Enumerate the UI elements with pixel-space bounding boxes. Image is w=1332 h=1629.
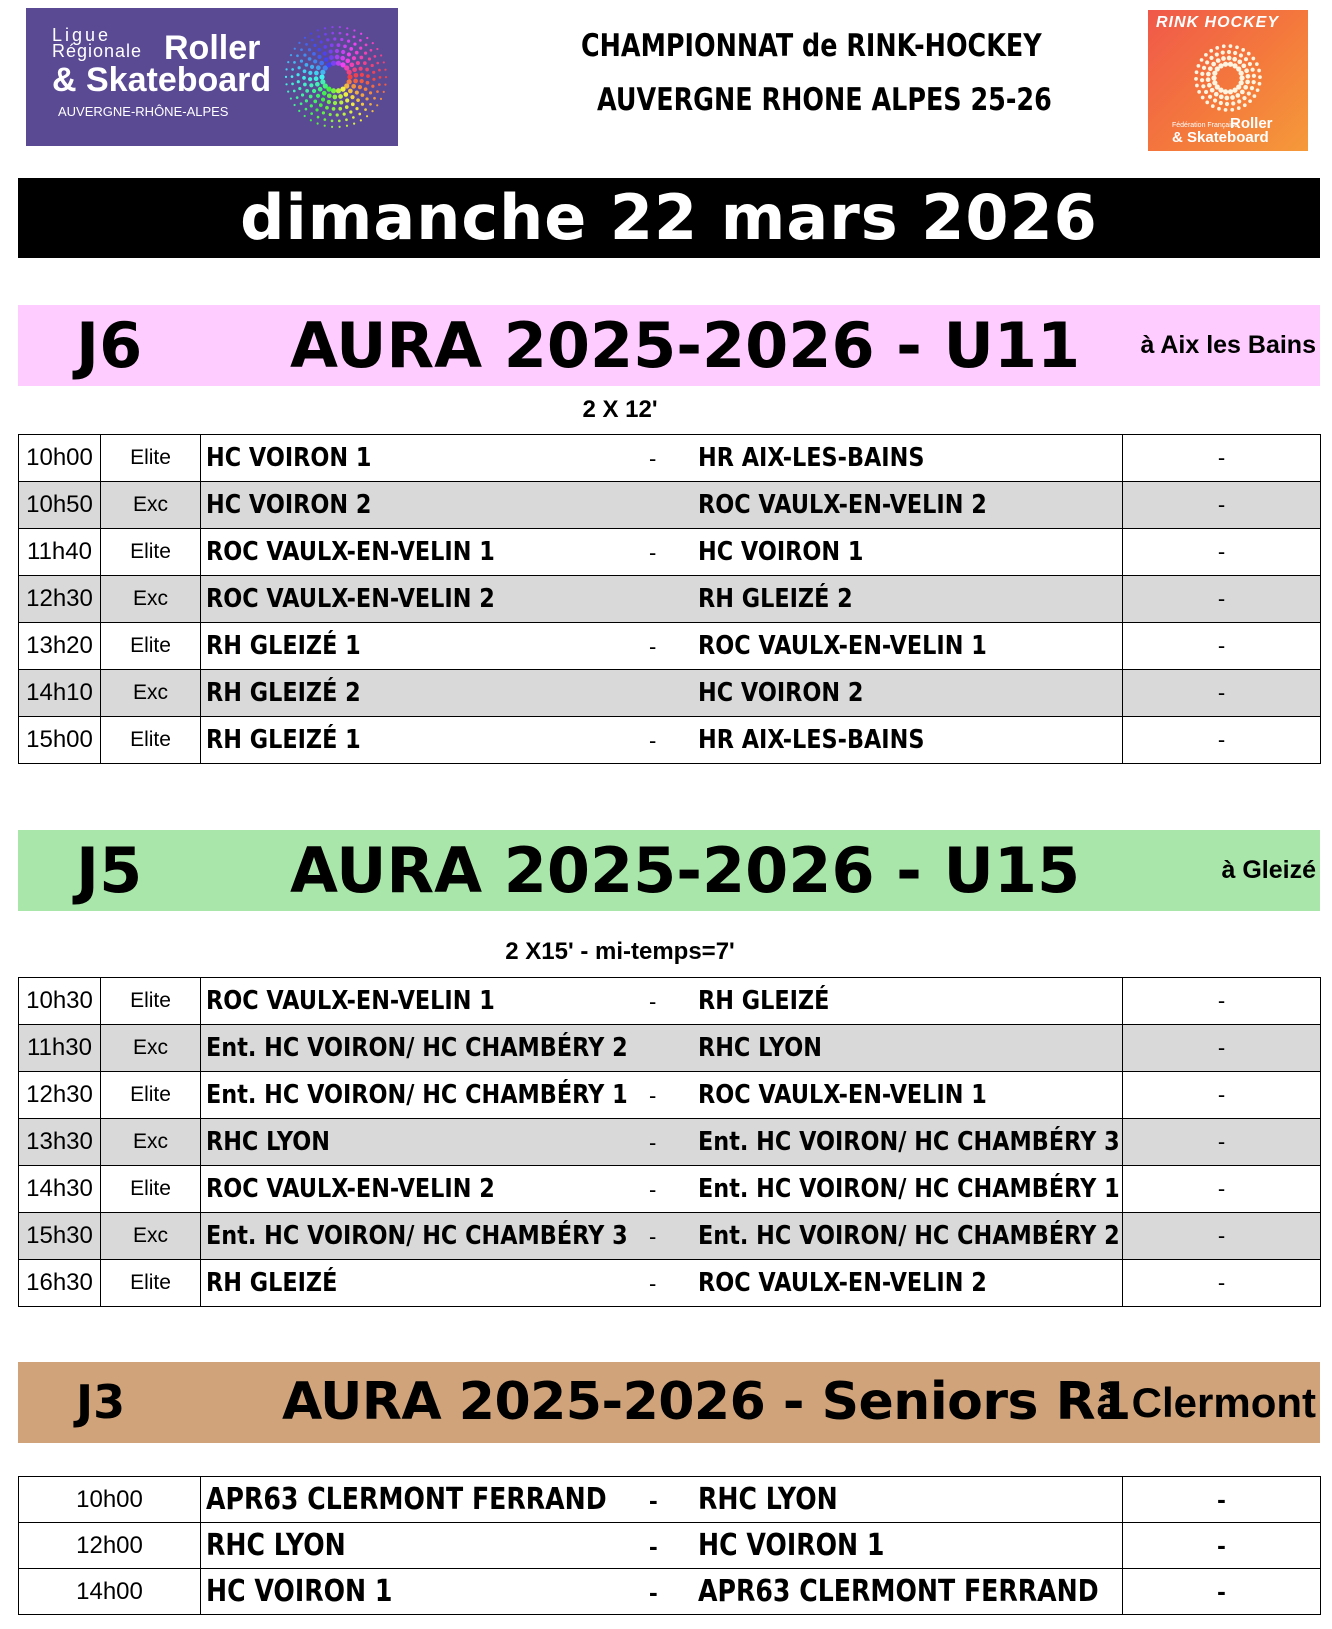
match-time: 11h30 bbox=[19, 1025, 101, 1072]
home-team: APR63 CLERMONT FERRAND bbox=[206, 1482, 607, 1517]
match-teams bbox=[201, 1025, 1123, 1072]
u11-schedule-table bbox=[18, 434, 1321, 764]
away-team: ROC VAULX-EN-VELIN 1 bbox=[698, 1080, 987, 1110]
match-category: Elite bbox=[101, 978, 201, 1025]
home-team: RH GLEIZÉ bbox=[206, 1268, 338, 1298]
match-category: Elite bbox=[101, 529, 201, 576]
match-time: 12h30 bbox=[19, 576, 101, 623]
away-team: Ent. HC VOIRON/ HC CHAMBÉRY 1 bbox=[698, 1174, 1120, 1204]
match-score: - bbox=[1123, 1166, 1321, 1213]
logo-roller-text: Roller bbox=[1230, 115, 1273, 132]
match-teams bbox=[201, 670, 1123, 717]
home-team: RHC LYON bbox=[206, 1528, 346, 1563]
burst-icon bbox=[1190, 40, 1266, 116]
versus-dash: - bbox=[649, 1177, 657, 1202]
away-team: ROC VAULX-EN-VELIN 1 bbox=[698, 631, 987, 661]
versus-dash: - bbox=[649, 1485, 658, 1515]
match-time: 15h00 bbox=[19, 717, 101, 764]
match-category: Exc bbox=[101, 576, 201, 623]
u11-title: AURA 2025-2026 - U11 bbox=[290, 309, 1081, 382]
away-team: HR AIX-LES-BAINS bbox=[698, 725, 925, 755]
away-team: RH GLEIZÉ bbox=[698, 986, 830, 1016]
logo-regionale-text: Régionale bbox=[52, 41, 143, 61]
match-time: 11h40 bbox=[19, 529, 101, 576]
home-team: Ent. HC VOIRON/ HC CHAMBÉRY 3 bbox=[206, 1221, 628, 1251]
match-category: Elite bbox=[101, 1260, 201, 1307]
versus-dash: - bbox=[649, 1577, 658, 1607]
table-row bbox=[19, 1260, 1321, 1307]
ligue-roller-skateboard-logo bbox=[26, 8, 398, 146]
u11-banner bbox=[18, 305, 1320, 386]
away-team: HC VOIRON 1 bbox=[698, 1528, 885, 1563]
match-score: - bbox=[1123, 670, 1321, 717]
match-teams bbox=[201, 435, 1123, 482]
table-row bbox=[19, 1523, 1321, 1569]
u15-format: 2 X15' - mi-temps=7' bbox=[505, 938, 735, 965]
match-score: - bbox=[1123, 482, 1321, 529]
u11-format: 2 X 12' bbox=[582, 396, 658, 423]
match-teams bbox=[201, 576, 1123, 623]
table-row bbox=[19, 1166, 1321, 1213]
table-row bbox=[19, 529, 1321, 576]
table-row bbox=[19, 482, 1321, 529]
versus-dash: - bbox=[649, 1083, 657, 1108]
versus-dash: - bbox=[649, 1271, 657, 1296]
match-teams bbox=[201, 1477, 1123, 1523]
away-team: APR63 CLERMONT FERRAND bbox=[698, 1574, 1099, 1609]
championship-subtitle: AUVERGNE RHONE ALPES 25-26 bbox=[597, 82, 1052, 118]
match-category: Exc bbox=[101, 1213, 201, 1260]
seniors-matchday: J3 bbox=[76, 1375, 126, 1429]
match-category: Exc bbox=[101, 670, 201, 717]
match-category: Elite bbox=[101, 623, 201, 670]
away-team: RHC LYON bbox=[698, 1482, 838, 1517]
seniors-title: AURA 2025-2026 - Seniors R1 bbox=[282, 1372, 1131, 1432]
match-score: - bbox=[1123, 1119, 1321, 1166]
match-teams bbox=[201, 1523, 1123, 1569]
table-row bbox=[19, 1072, 1321, 1119]
away-team: ROC VAULX-EN-VELIN 2 bbox=[698, 490, 987, 520]
u15-banner bbox=[18, 830, 1320, 911]
versus-dash: - bbox=[649, 1130, 657, 1155]
match-teams bbox=[201, 1119, 1123, 1166]
away-team: Ent. HC VOIRON/ HC CHAMBÉRY 2 bbox=[698, 1221, 1120, 1251]
championship-title: CHAMPIONNAT de RINK-HOCKEY bbox=[581, 28, 1042, 64]
logo-skateboard-text: & Skateboard bbox=[1172, 129, 1269, 146]
home-team: Ent. HC VOIRON/ HC CHAMBÉRY 2 bbox=[206, 1033, 628, 1063]
match-score: - bbox=[1123, 435, 1321, 482]
logo-roller-text: Roller bbox=[164, 29, 261, 67]
match-teams bbox=[201, 482, 1123, 529]
match-score: - bbox=[1123, 1569, 1321, 1615]
match-score: - bbox=[1123, 1523, 1321, 1569]
home-team: HC VOIRON 2 bbox=[206, 490, 372, 520]
table-row bbox=[19, 1477, 1321, 1523]
match-category: Elite bbox=[101, 717, 201, 764]
match-time: 15h30 bbox=[19, 1213, 101, 1260]
match-time: 12h00 bbox=[19, 1523, 201, 1569]
versus-dash: - bbox=[649, 728, 657, 753]
home-team: RH GLEIZÉ 1 bbox=[206, 725, 361, 755]
table-row bbox=[19, 623, 1321, 670]
match-teams bbox=[201, 1569, 1123, 1615]
match-time: 12h30 bbox=[19, 1072, 101, 1119]
home-team: ROC VAULX-EN-VELIN 2 bbox=[206, 1174, 495, 1204]
home-team: ROC VAULX-EN-VELIN 1 bbox=[206, 986, 495, 1016]
logo-region-text: AUVERGNE-RHÔNE-ALPES bbox=[58, 104, 229, 119]
match-category: Elite bbox=[101, 1072, 201, 1119]
versus-dash: - bbox=[649, 540, 657, 565]
match-time: 14h30 bbox=[19, 1166, 101, 1213]
match-score: - bbox=[1123, 1260, 1321, 1307]
match-score: - bbox=[1123, 1072, 1321, 1119]
match-time: 10h30 bbox=[19, 978, 101, 1025]
match-score: - bbox=[1123, 717, 1321, 764]
u15-venue: à Gleizé bbox=[1221, 856, 1316, 884]
match-teams bbox=[201, 529, 1123, 576]
match-time: 16h30 bbox=[19, 1260, 101, 1307]
logo-ligue-text: Ligue bbox=[52, 25, 112, 45]
home-team: RHC LYON bbox=[206, 1127, 331, 1157]
match-category: Exc bbox=[101, 482, 201, 529]
match-date: dimanche 22 mars 2026 bbox=[18, 178, 1320, 258]
away-team: ROC VAULX-EN-VELIN 2 bbox=[698, 1268, 987, 1298]
ffrs-rink-hockey-logo bbox=[1148, 10, 1308, 151]
logo-rink-hockey-text: RINK HOCKEY bbox=[1156, 14, 1280, 31]
u11-matchday: J6 bbox=[76, 309, 143, 382]
table-row bbox=[19, 576, 1321, 623]
home-team: ROC VAULX-EN-VELIN 1 bbox=[206, 537, 495, 567]
away-team: RH GLEIZÉ 2 bbox=[698, 584, 853, 614]
rainbow-burst-icon bbox=[278, 14, 394, 140]
seniors-venue: à Clermont bbox=[1096, 1379, 1316, 1426]
table-row bbox=[19, 1569, 1321, 1615]
match-teams bbox=[201, 717, 1123, 764]
match-teams bbox=[201, 1072, 1123, 1119]
u15-schedule-table bbox=[18, 977, 1321, 1307]
away-team: Ent. HC VOIRON/ HC CHAMBÉRY 3 bbox=[698, 1127, 1120, 1157]
match-teams bbox=[201, 978, 1123, 1025]
seniors-banner bbox=[18, 1362, 1320, 1443]
home-team: ROC VAULX-EN-VELIN 2 bbox=[206, 584, 495, 614]
versus-dash: - bbox=[649, 446, 657, 471]
match-time: 14h10 bbox=[19, 670, 101, 717]
match-score: - bbox=[1123, 1477, 1321, 1523]
home-team: Ent. HC VOIRON/ HC CHAMBÉRY 1 bbox=[206, 1080, 628, 1110]
match-time: 13h20 bbox=[19, 623, 101, 670]
table-row bbox=[19, 670, 1321, 717]
u11-venue: à Aix les Bains bbox=[1140, 331, 1316, 359]
home-team: RH GLEIZÉ 2 bbox=[206, 678, 361, 708]
logo-skateboard-text: & Skateboard bbox=[52, 61, 272, 99]
match-teams bbox=[201, 1166, 1123, 1213]
match-category: Exc bbox=[101, 1025, 201, 1072]
match-category: Elite bbox=[101, 435, 201, 482]
home-team: HC VOIRON 1 bbox=[206, 443, 372, 473]
table-row bbox=[19, 1213, 1321, 1260]
logo-federation-text: Fédération Française bbox=[1172, 122, 1239, 129]
match-teams bbox=[201, 623, 1123, 670]
match-score: - bbox=[1123, 576, 1321, 623]
home-team: RH GLEIZÉ 1 bbox=[206, 631, 361, 661]
table-row bbox=[19, 717, 1321, 764]
versus-dash: - bbox=[649, 634, 657, 659]
match-time: 14h00 bbox=[19, 1569, 201, 1615]
away-team: RHC LYON bbox=[698, 1033, 823, 1063]
match-time: 10h00 bbox=[19, 1477, 201, 1523]
match-time: 10h50 bbox=[19, 482, 101, 529]
table-row bbox=[19, 1025, 1321, 1072]
match-time: 13h30 bbox=[19, 1119, 101, 1166]
match-teams bbox=[201, 1260, 1123, 1307]
match-category: Elite bbox=[101, 1166, 201, 1213]
away-team: HC VOIRON 1 bbox=[698, 537, 864, 567]
u15-matchday: J5 bbox=[76, 834, 143, 907]
table-row bbox=[19, 978, 1321, 1025]
match-score: - bbox=[1123, 1025, 1321, 1072]
table-row bbox=[19, 435, 1321, 482]
away-team: HR AIX-LES-BAINS bbox=[698, 443, 925, 473]
home-team: HC VOIRON 1 bbox=[206, 1574, 393, 1609]
match-score: - bbox=[1123, 529, 1321, 576]
seniors-schedule-table bbox=[18, 1476, 1321, 1615]
versus-dash: - bbox=[649, 1531, 658, 1561]
match-score: - bbox=[1123, 623, 1321, 670]
versus-dash: - bbox=[649, 989, 657, 1014]
table-row bbox=[19, 1119, 1321, 1166]
match-time: 10h00 bbox=[19, 435, 101, 482]
away-team: HC VOIRON 2 bbox=[698, 678, 864, 708]
match-score: - bbox=[1123, 978, 1321, 1025]
versus-dash: - bbox=[649, 1224, 657, 1249]
match-teams bbox=[201, 1213, 1123, 1260]
u15-title: AURA 2025-2026 - U15 bbox=[290, 834, 1081, 907]
match-category: Exc bbox=[101, 1119, 201, 1166]
match-score: - bbox=[1123, 1213, 1321, 1260]
